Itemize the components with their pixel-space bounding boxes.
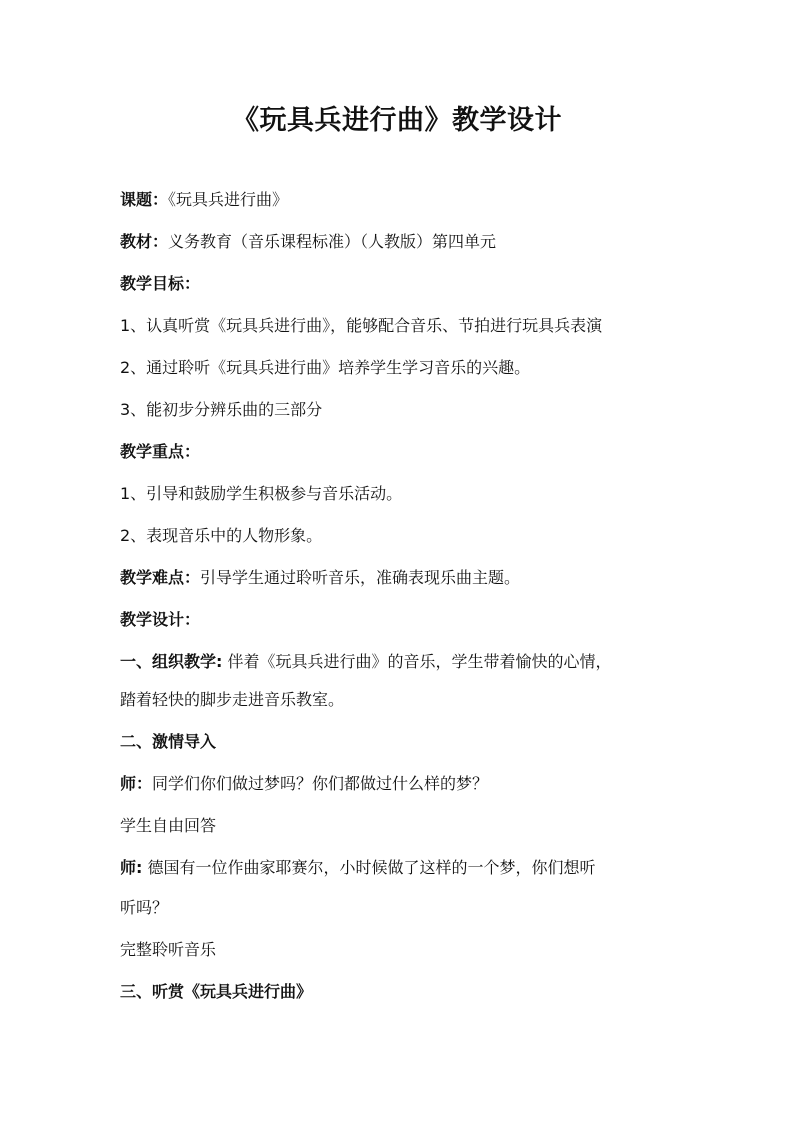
line-topic: [120, 189, 690, 211]
line-text: 同学们你们做过梦吗？你们都做过什么样的梦？: [152, 774, 489, 793]
line-key-point-1: [120, 483, 690, 505]
line-text: 义务教育（音乐课程标准）（人教版）第四单元: [168, 232, 497, 251]
line-textbook: [120, 231, 690, 253]
line-difficulty: [120, 567, 690, 589]
line-label: 教学目标：: [120, 274, 201, 293]
line-text: 2、通过聆听《玩具兵进行曲》培养学生学习音乐的兴趣。: [120, 358, 531, 377]
line-teacher-question: [120, 773, 690, 795]
line-key-point-2: [120, 525, 690, 547]
line-text: 1、引导和鼓励学生积极参与音乐活动。: [120, 484, 403, 503]
line-label: 教学重点：: [120, 442, 201, 461]
line-label: 课题：: [120, 190, 169, 209]
line-student-answer: [120, 815, 690, 837]
line-text: 学生自由回答: [120, 816, 217, 835]
line-text: 踏着轻快的脚步走进音乐教室。: [120, 690, 345, 709]
line-section-1: [120, 651, 690, 673]
line-label: 一、组织教学:: [120, 652, 223, 671]
line-text: 3、能初步分辨乐曲的三部分: [120, 400, 323, 419]
line-section-2-heading: [120, 731, 690, 753]
line-section-3-heading: [120, 981, 690, 1003]
line-full-listen: [120, 939, 690, 961]
line-key-points-heading: [120, 441, 690, 463]
line-label: 教学设计：: [120, 610, 201, 629]
line-text: 引导学生通过聆听音乐，准确表现乐曲主题。: [200, 568, 521, 587]
line-teacher-story: [120, 857, 690, 879]
line-objectives-heading: [120, 273, 690, 295]
line-design-heading: [120, 609, 690, 631]
line-text: 2、表现音乐中的人物形象。: [120, 526, 323, 545]
line-text: 德国有一位作曲家耶赛尔，小时候做了这样的一个梦，你们想听: [142, 858, 596, 877]
line-text: 1、认真听赏《玩具兵进行曲》，能够配合音乐、节拍进行玩具兵表演: [120, 316, 603, 335]
line-label: 师：: [120, 774, 153, 793]
line-label: 教学难点：: [120, 568, 201, 587]
line-label: 教材：: [120, 232, 169, 251]
line-text: 伴着《玩具兵进行曲》的音乐，学生带着愉快的心情，: [222, 652, 612, 671]
line-text: 完整聆听音乐: [120, 940, 217, 959]
line-section-1-cont: [120, 689, 690, 711]
line-text: 《玩具兵进行曲》: [168, 190, 289, 209]
line-objective-3: [120, 399, 690, 421]
line-label: 师:: [120, 858, 143, 877]
line-label: 二、激情导入: [120, 732, 217, 751]
line-objective-2: [120, 357, 690, 379]
document-title: 《玩具兵进行曲》教学设计: [232, 105, 562, 136]
line-teacher-story-cont: [120, 897, 690, 919]
line-label: 三、听赏《玩具兵进行曲》: [120, 982, 313, 1001]
line-objective-1: [120, 315, 690, 337]
line-text: 听吗？: [120, 898, 169, 917]
